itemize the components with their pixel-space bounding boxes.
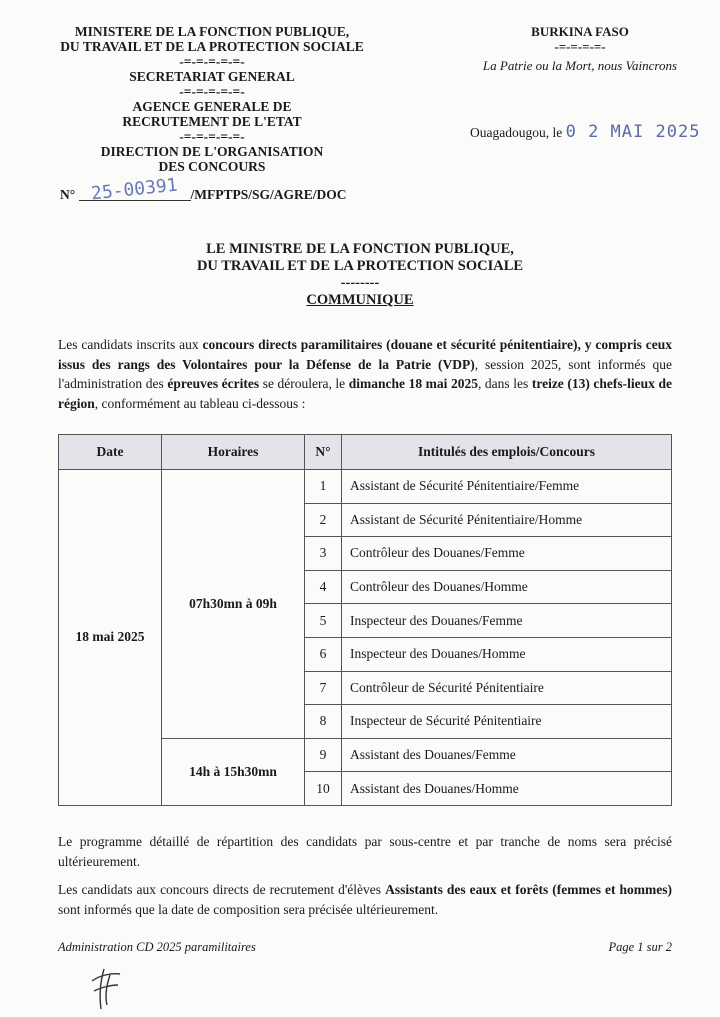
row-label: Contrôleur des Douanes/Homme [342,570,672,604]
separator: -=-=-=-=-=- [179,54,245,69]
forestry-text: sont informés que la date de composition sera précisée ultérieurement. [58,901,439,917]
row-number: 3 [305,537,342,571]
place-prefix: Ouagadougou, le [470,125,563,140]
direction-line-2: DES CONCOURS [158,159,266,174]
time-slot-afternoon: 14h à 15h30mn [162,738,305,805]
agency-line-1: AGENCE GENERALE DE [132,99,292,114]
row-label: Assistant des Douanes/Homme [342,772,672,806]
row-number: 1 [305,470,342,504]
direction-line-1: DIRECTION DE L'ORGANISATION [100,144,324,159]
ministry-line-1: MINISTERE DE LA FONCTION PUBLIQUE, [74,24,350,39]
communique-heading: COMMUNIQUE [306,292,414,308]
time-slot-morning: 07h30mn à 09h [162,470,305,739]
separator: -=-=-=-=-=- [179,84,245,99]
forestry-text: Les candidats aux concours directs de recrutement d'élèves [58,882,386,897]
intro-bold: épreuves écrites [167,376,260,391]
date-stamp: 0 2 MAI 2025 [565,122,701,142]
schedule-table [58,434,672,806]
row-number: 5 [305,604,342,638]
forestry-bold: Assistants des eaux et forêts (femmes et hommes) [385,882,672,897]
row-label: Inspecteur des Douanes/Femme [342,604,672,638]
initials-signature [86,965,126,1016]
program-paragraph: Le programme détaillé de répartition des candidats par sous-centre et par tranche de noms sera précisé ultérieurement. [58,834,672,869]
row-label: Inspecteur des Douanes/Homme [342,637,672,671]
country-name: BURKINA FASO [531,24,629,39]
document-title [0,241,720,309]
intro-bold: concours directs paramilitaires (douane et sécurité pénitentiaire), y compris ceux issus des rangs des Volontaires pour la Défense de la Patrie (VDP) [58,337,672,372]
header-horaires: Horaires [162,435,305,470]
national-motto: La Patrie ou la Mort, nous Vaincrons [482,58,678,73]
page-number: Page 1 sur 2 [608,940,672,954]
row-number: 6 [305,637,342,671]
title-line-2: DU TRAVAIL ET DE LA PROTECTION SOCIALE [196,258,524,274]
header-date: Date [59,435,162,470]
secretariat-line: SECRETARIAT GENERAL [129,69,295,84]
row-label: Contrôleur de Sécurité Pénitentiaire [342,671,672,705]
forestry-paragraph [58,880,672,919]
row-number: 9 [305,738,342,772]
row-label: Inspecteur de Sécurité Pénitentiaire [342,705,672,739]
row-label: Assistant des Douanes/Femme [342,738,672,772]
reference-prefix: N° [60,187,76,202]
intro-text: , session 2025, sont informés que l'administration des [58,356,672,391]
footer-left: Administration CD 2025 paramilitaires [58,940,256,954]
table-header-row [59,435,672,470]
ministry-line-2: DU TRAVAIL ET DE LA PROTECTION SOCIALE [60,39,364,54]
title-line-1: LE MINISTRE DE LA FONCTION PUBLIQUE, [206,241,514,257]
intro-bold: treize (13) chefs-lieux de région [58,376,672,411]
separator: -=-=-=-=-=- [179,129,245,144]
intro-text: se déroulera, le [259,376,349,391]
row-number: 10 [305,772,342,806]
place-date [470,122,700,142]
row-label: Assistant de Sécurité Pénitentiaire/Femme [342,470,672,504]
intro-text: Les candidats inscrits aux [58,337,203,352]
page-footer [58,940,672,955]
row-number: 4 [305,570,342,604]
handwritten-number: 25-00391 [90,174,179,205]
agency-line-2: RECRUTEMENT DE L'ETAT [122,114,302,129]
header-number: N° [305,435,342,470]
issuer-header [52,24,372,174]
row-number: 7 [305,671,342,705]
reference-suffix: /MFPTPS/SG/AGRE/DOC [190,187,347,202]
intro-paragraph [58,335,672,413]
header-title: Intitulés des emplois/Concours [342,435,672,470]
title-dashes: -------- [340,275,380,291]
reference-number [60,174,347,205]
row-label: Assistant de Sécurité Pénitentiaire/Homme [342,503,672,537]
intro-text: , dans les [477,376,532,391]
intro-text: , conformément au tableau ci-dessous : [94,395,306,411]
table-row [59,470,672,504]
row-label: Contrôleur des Douanes/Femme [342,537,672,571]
separator: -=-=-=-=- [554,39,606,54]
row-number: 2 [305,503,342,537]
country-header [480,24,680,73]
intro-bold: dimanche 18 mai 2025 [348,376,478,391]
exam-date: 18 mai 2025 [59,470,162,806]
row-number: 8 [305,705,342,739]
